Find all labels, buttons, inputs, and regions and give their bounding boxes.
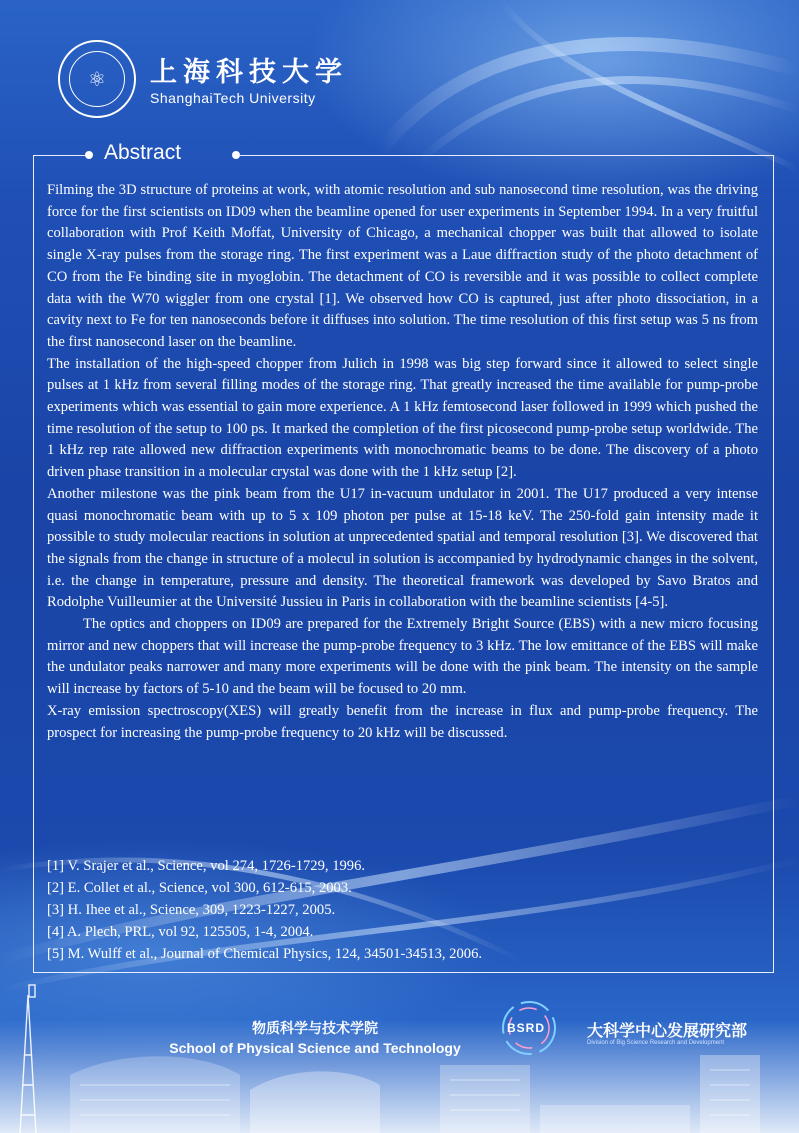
abstract-paragraph: X-ray emission spectroscopy(XES) will greatly benefit from the increase in flux and pump-probe frequency. The prospect for increasing the pump-probe frequency to 20 kHz will be discussed. [47,702,758,741]
reference-item: [2] E. Collet et al., Science, vol 300, 612-615, 2003. [47,879,352,896]
reference-item: [3] H. Ihee et al., Science, 309, 1223-1227, 2005. [47,901,336,918]
bsrd-name-cn: 大科学中心发展研究部 [587,1021,748,1040]
school-name-en: School of Physical Science and Technology [169,1040,461,1056]
bsrd-mark-text: BSRD [507,1021,546,1035]
bsrd-name-en: Division of Big Science Research and Development [587,1040,725,1046]
abstract-heading: Abstract [104,141,182,164]
university-header [58,40,378,120]
frame-top-left-line [33,155,89,156]
abstract-paragraph: The installation of the high-speed chopper from Julich in 1998 was big step forward since it allowed to select single pulses at 1 kHz from several filling modes of the storage ring. That greatly increased the time available for pump-probe experiments which was essential to gain more experience. A 1 kHz femtosecond laser followed in 1999 which pushed the time resolution of the setup to 100 ps. It marked the completion of the first picosecond pump-probe setup worldwide. The 1 kHz rep rate allowed new diffraction experiments with monochromatic beams to be done. The discovery of a photo driven phase transition in a molecular crystal was done with the 1 kHz setup [2]. [47,355,758,481]
frame-dot-left [85,151,93,159]
university-seal-icon [58,40,136,118]
reference-item: [4] A. Plech, PRL, vol 92, 125505, 1-4, 2004. [47,923,314,940]
reference-item: [5] M. Wulff et al., Journal of Chemical Physics, 124, 34501-34513, 2006. [47,945,483,962]
seal-center-glyph: ⚛ [69,51,125,107]
university-name-cn: 上海科技大学 [150,57,348,88]
abstract-paragraph: The optics and choppers on ID09 are prepared for the Extremely Bright Source (EBS) with a new micro focusing mirror and new choppers that will increase the pump-probe frequency to 3 kHz. The low emittance of the EBS will make the undulator peaks narrower and many more experiments will be done with the pink beam. The intensity on the sample will increase by factors of 5-10 and the beam will be focused to 20 mm. [47,616,758,698]
frame-top-right-line [240,155,774,156]
reference-list [47,856,758,966]
abstract-body [47,180,758,744]
bsrd-logo-block [497,998,797,1058]
frame-dot-right [232,151,240,159]
university-name-en: ShanghaiTech University [150,90,316,106]
abstract-paragraph: Another milestone was the pink beam from the U17 in-vacuum undulator in 2001. The U17 produced a very intense quasi monochromatic beam with up to 5 x 109 photon per pulse at 15-18 keV. The 250-fold gain intensity made it possible to study molecular reactions in solution at unprecedented spatial and temporal resolution [3]. We discovered that the signals from the change in structure of a molecul in solution is accompanied by hydrodynamic changes in the solvent, i.e. the change in temperature, pressure and density. The theoretical framework was developed by Savo Bratos and Rodolphe Vuilleumier at the Université Jussieu in Paris in collaboration with the beamline scientists [4-5]. [47,485,758,611]
abstract-paragraph: Filming the 3D structure of proteins at work, with atomic resolution and sub nanosecond time resolution, was the driving force for the first scientists on ID09 when the beamline opened for user experiments in September 1994. In a very fruitful collaboration with Prof Keith Moffat, University of Chicago, a mechanical chopper was built that allowed to isolate single X-ray pulses from the storage ring. The first experiment was a Laue diffraction study of the photo detachment of CO from the Fe binding site in myoglobin. The detachment of CO is reversible and it was possible to collect complete data with the W70 wiggler from one crystal [1]. We observed how CO is captured, just after photo dissociation, in a cavity next to Fe for ten nanoseconds before it diffuses into solution. The time resolution of this first setup was 5 ns from the first nanosecond laser on the beamline. [47,182,758,350]
school-name-cn: 物质科学与技术学院 [252,1021,378,1037]
school-name-block [150,1018,480,1056]
reference-item: [1] V. Srajer et al., Science, vol 274, 1726-1729, 1996. [47,858,366,874]
